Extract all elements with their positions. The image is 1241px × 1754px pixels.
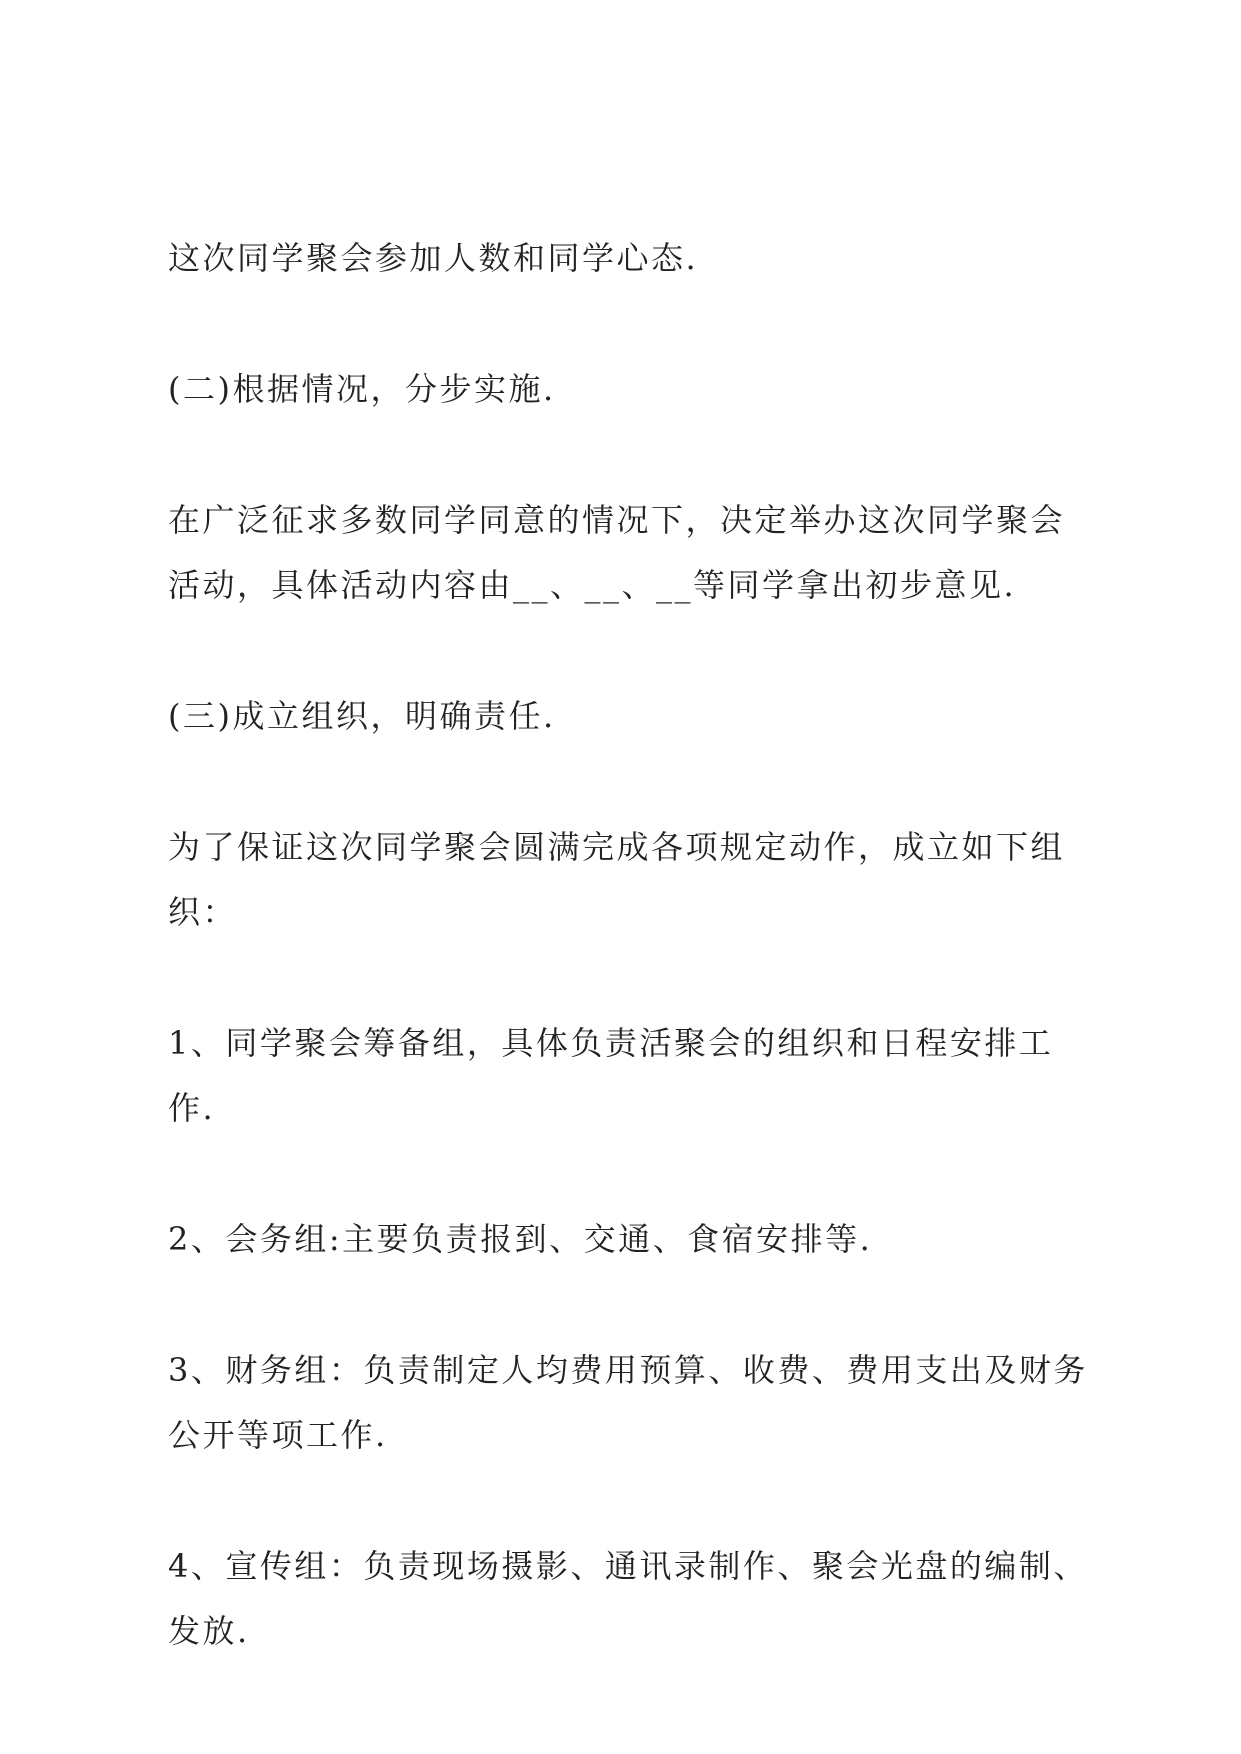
list-item-publicity-group: 4、宣传组：负责现场摄影、通讯录制作、聚会光盘的编制、发放. [168,1547,1088,1650]
paragraph-decision: 在广泛征求多数同学同意的情况下，决定举办这次同学聚会活动，具体活动内容由__、__、__等同学拿出初步意见. [168,501,1066,604]
list-item-preparation-group: 1、同学聚会筹备组，具体负责活聚会的组织和日程安排工作. [168,1024,1054,1127]
list-item-finance-group: 3、财务组：负责制定人均费用预算、收费、费用支出及财务公开等项工作. [168,1351,1088,1454]
heading-step-three: (三)成立组织，明确责任. [168,697,556,735]
heading-step-two: (二)根据情况，分步实施. [168,370,556,408]
list-item-affairs-group: 2、会务组:主要负责报到、交通、食宿安排等. [168,1220,873,1258]
paragraph-organization-intro: 为了保证这次同学聚会圆满完成各项规定动作，成立如下组织： [168,828,1066,931]
document-body [168,226,1088,1730]
paragraph-attendance: 这次同学聚会参加人数和同学心态. [168,239,699,277]
